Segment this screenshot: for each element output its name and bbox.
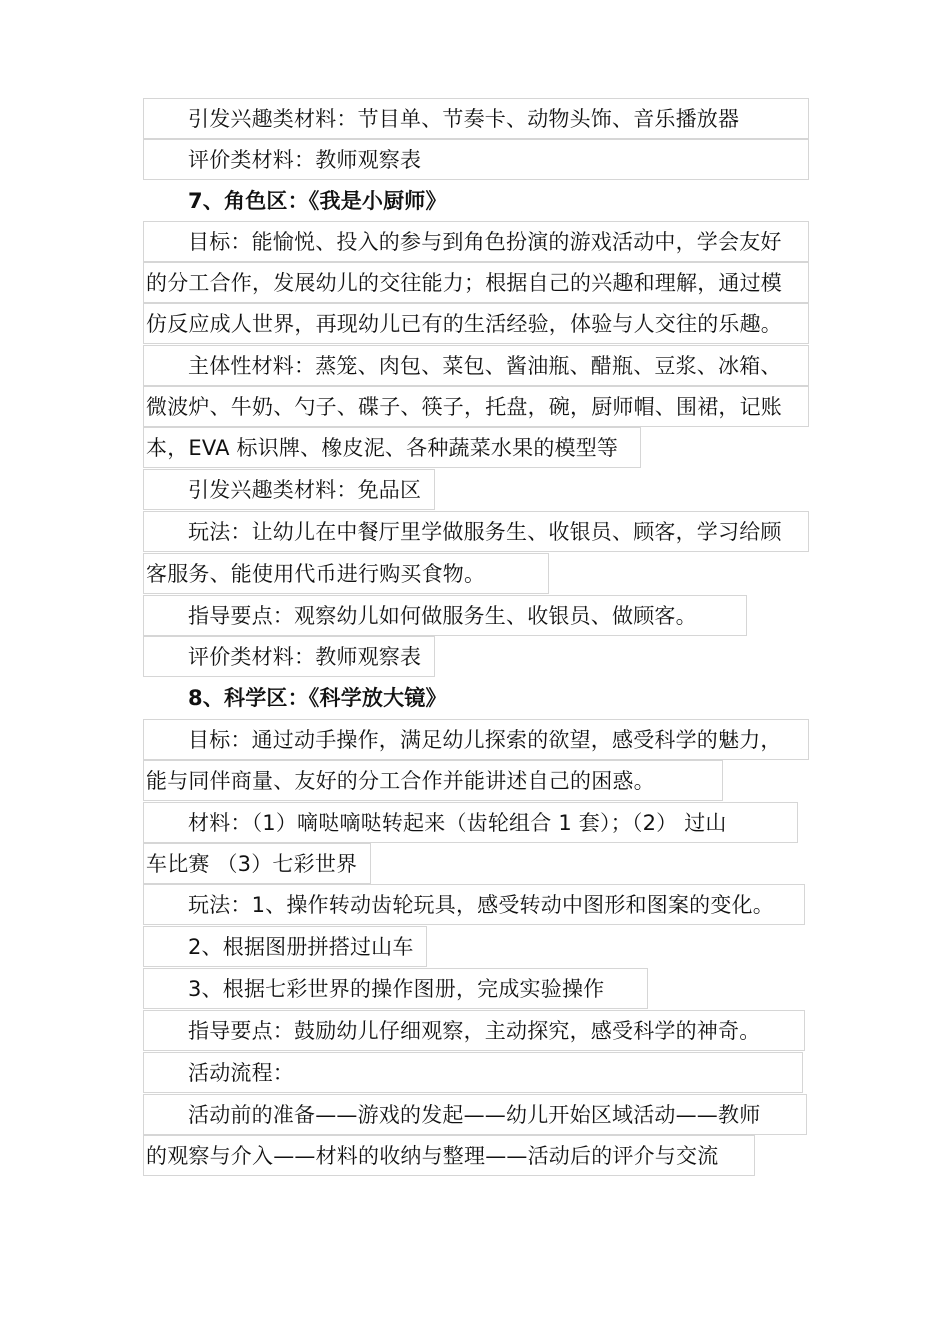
text-line: 引发兴趣类材料：节目单、节奏卡、动物头饰、音乐播放器: [143, 98, 809, 139]
text-line: 指导要点：观察幼儿如何做服务生、收银员、做顾客。: [143, 595, 747, 636]
text-line: 指导要点：鼓励幼儿仔细观察，主动探究，感受科学的神奇。: [143, 1010, 805, 1051]
text-line: 车比赛 （3）七彩世界: [143, 843, 371, 884]
text-line: 能与同伴商量、友好的分工合作并能讲述自己的困惑。: [143, 760, 723, 801]
text-line: 玩法：让幼儿在中餐厅里学做服务生、收银员、顾客，学习给顾: [143, 511, 809, 552]
text-line: 的分工合作，发展幼儿的交往能力；根据自己的兴趣和理解，通过模: [143, 262, 809, 303]
text-line: 的观察与介入——材料的收纳与整理——活动后的评介与交流: [143, 1135, 755, 1176]
text-line: 活动流程：: [143, 1052, 803, 1093]
section-heading: 8、科学区：《科学放大镜》: [188, 686, 447, 710]
text-line: 评价类材料：教师观察表: [143, 636, 435, 677]
text-line: 主体性材料：蒸笼、肉包、菜包、酱油瓶、醋瓶、豆浆、冰箱、: [143, 345, 809, 386]
text-line: 玩法：1、操作转动齿轮玩具，感受转动中图形和图案的变化。: [143, 884, 805, 925]
text-line: 客服务、能使用代币进行购买食物。: [143, 553, 549, 594]
section-heading: 7、角色区：《我是小厨师》: [188, 189, 447, 213]
text-line: 2、根据图册拼搭过山车: [143, 926, 427, 967]
text-line: 本，EVA 标识牌、橡皮泥、各种蔬菜水果的模型等: [143, 427, 641, 468]
text-line: 引发兴趣类材料：免品区: [143, 469, 435, 510]
text-line: 微波炉、牛奶、勺子、碟子、筷子，托盘，碗，厨师帽、围裙，记账: [143, 386, 809, 427]
text-line: 仿反应成人世界，再现幼儿已有的生活经验，体验与人交往的乐趣。: [143, 303, 809, 344]
text-line: 3、根据七彩世界的操作图册，完成实验操作: [143, 968, 648, 1009]
text-line: 目标：通过动手操作，满足幼儿探索的欲望，感受科学的魅力，: [143, 719, 809, 760]
text-line: 评价类材料：教师观察表: [143, 139, 809, 180]
text-line: 材料：（1）嘀哒嘀哒转起来（齿轮组合 1 套）；（2） 过山: [143, 802, 798, 843]
text-line: 活动前的准备——游戏的发起——幼儿开始区域活动——教师: [143, 1094, 807, 1135]
text-line: 目标：能愉悦、投入的参与到角色扮演的游戏活动中，学会友好: [143, 221, 809, 262]
